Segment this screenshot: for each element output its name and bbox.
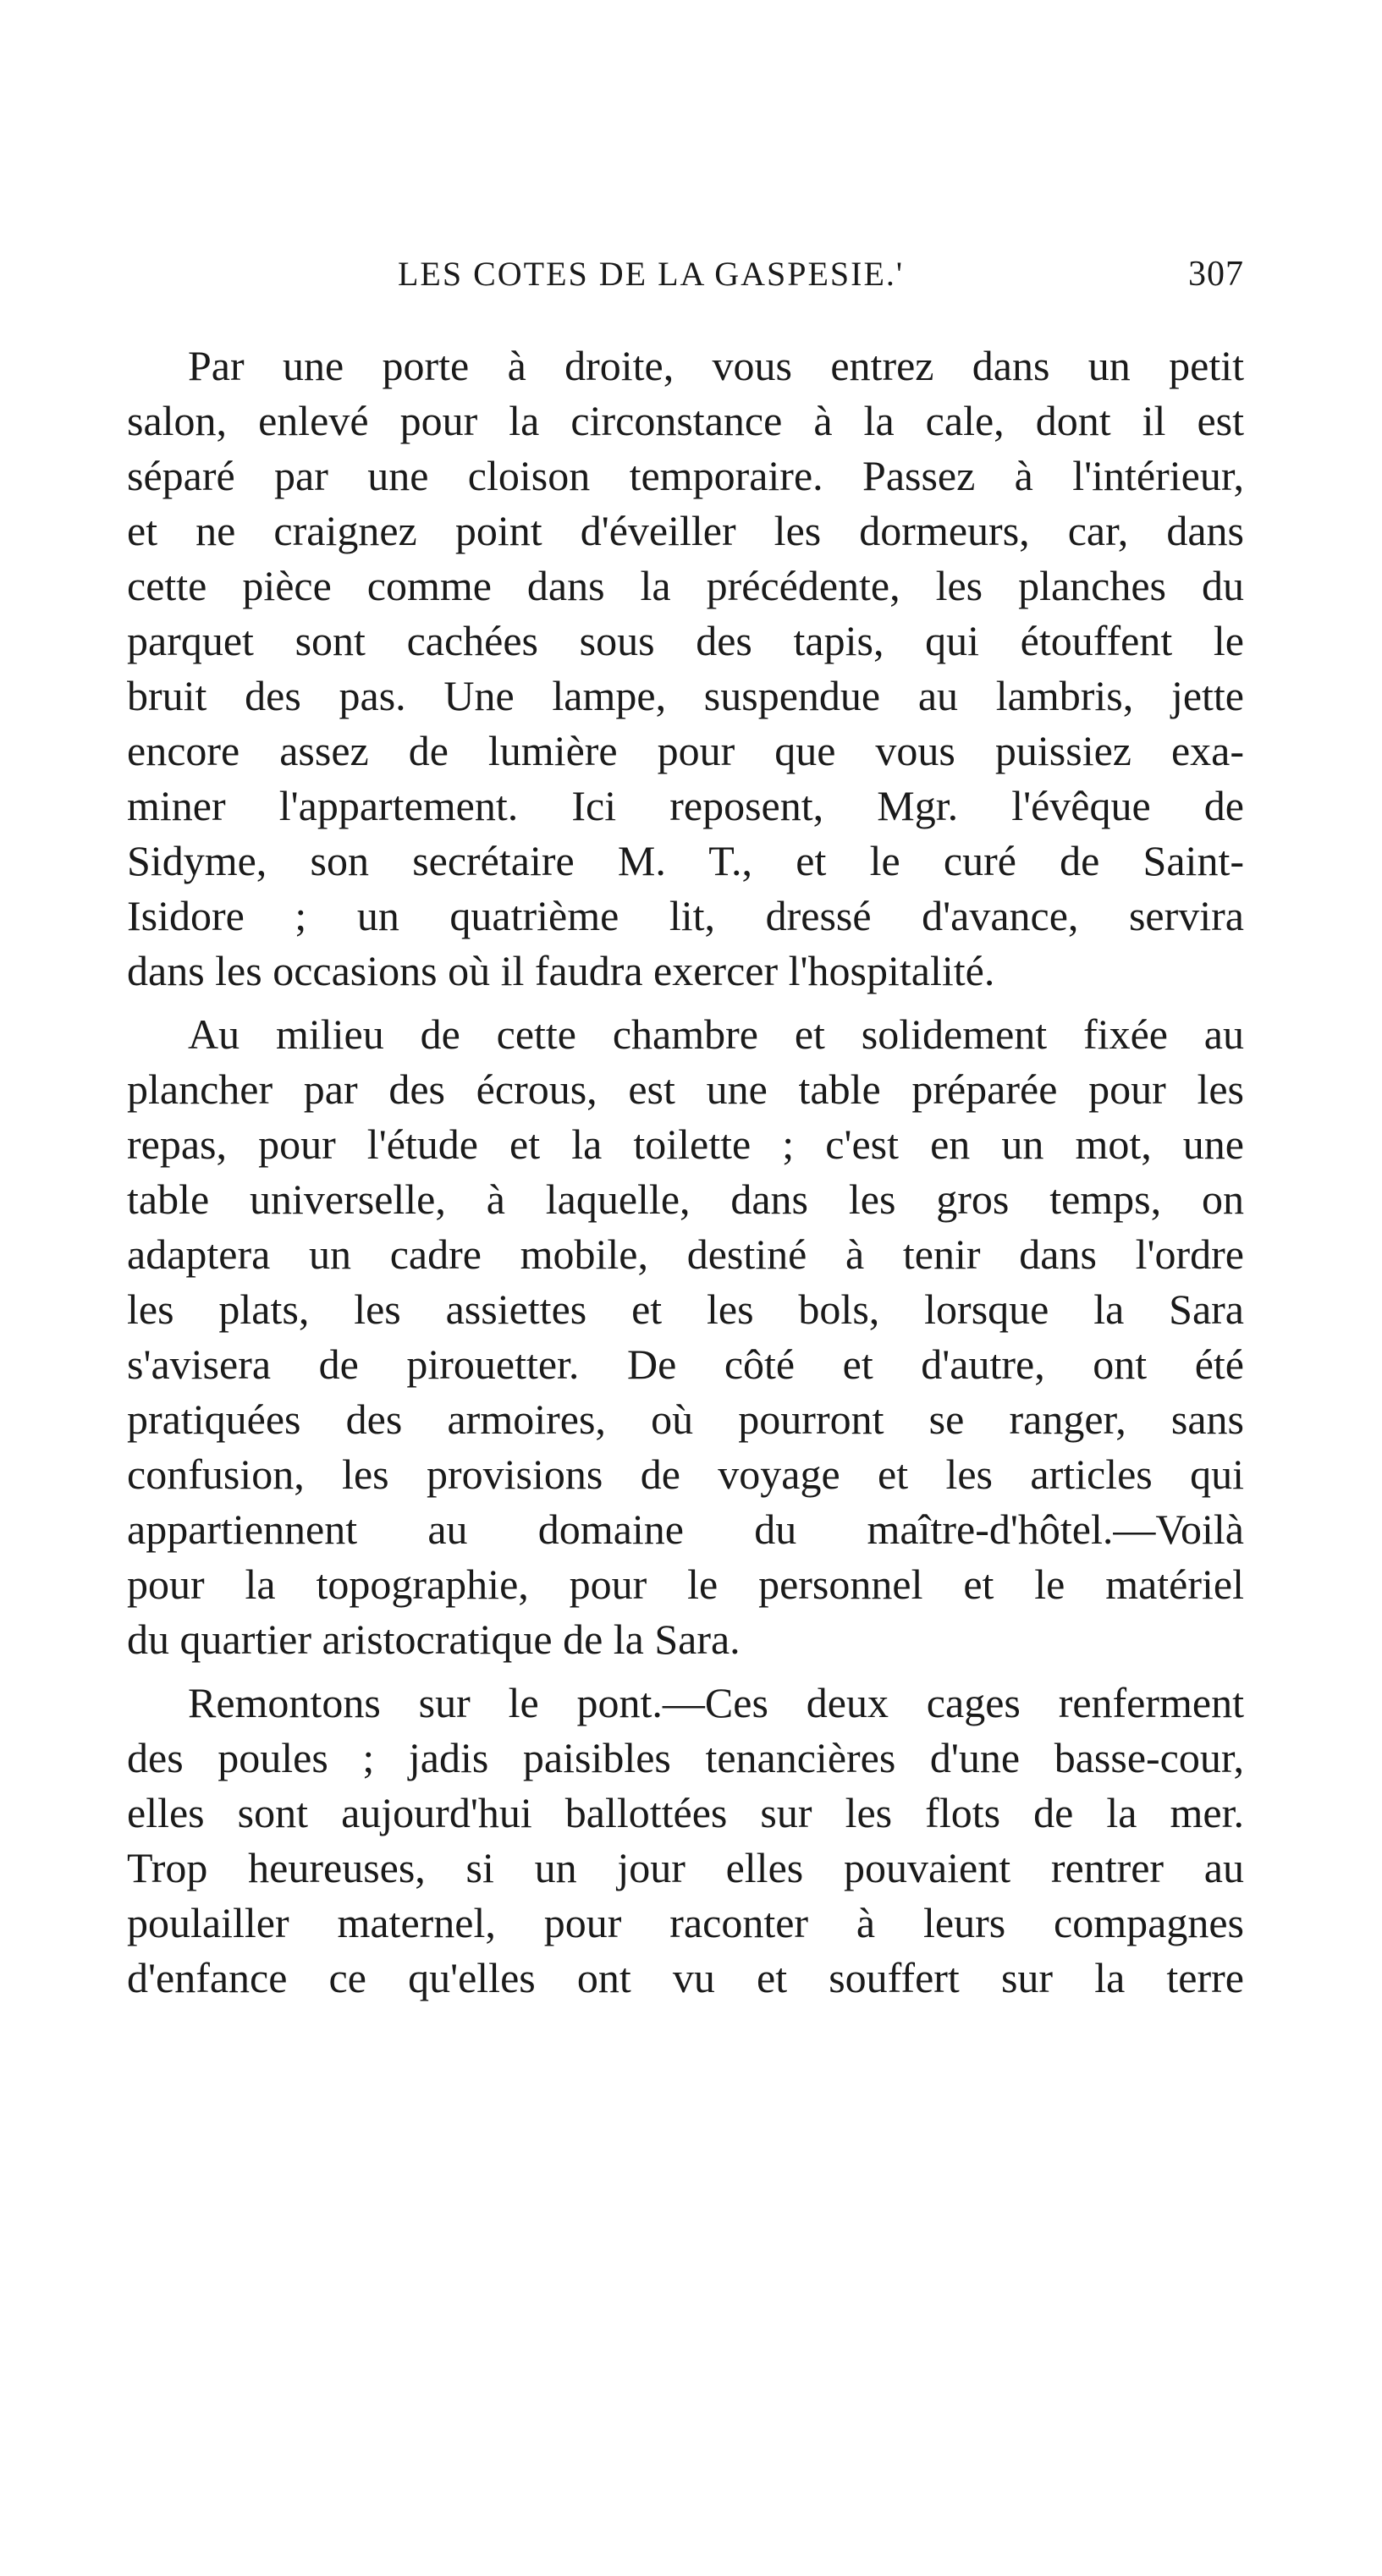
paragraph-2 [127, 1007, 1244, 1667]
text-line: d'enfance ce qu'elles ont vu et souffert sur la terre [127, 1954, 1244, 2001]
text-line: elles sont aujourd'hui ballottées sur les flots de la mer. [127, 1789, 1244, 1836]
text-line: Remontons sur le pont.—Ces deux cages renferment [188, 1679, 1244, 1726]
text-line: confusion, les provisions de voyage et les articles qui [127, 1450, 1244, 1498]
text-line: des poules ; jadis paisibles tenancières d'une basse-cour, [127, 1734, 1244, 1781]
text-line: poulailler maternel, pour raconter à leurs compagnes [127, 1899, 1244, 1946]
text-line: repas, pour l'étude et la toilette ; c'est en un mot, une [127, 1120, 1244, 1168]
text-line: les plats, les assiettes et les bols, lorsque la Sara [127, 1285, 1244, 1333]
running-head [127, 254, 1244, 305]
text-line: miner l'appartement. Ici reposent, Mgr. l'évêque de [127, 782, 1244, 829]
text-line: Sidyme, son secrétaire M. T., et le curé de Saint- [127, 837, 1244, 884]
text-line: séparé par une cloison temporaire. Passez à l'intérieur, [127, 452, 1244, 499]
body-text [127, 339, 1244, 2006]
running-title: LES COTES DE LA GASPESIE.' [398, 255, 905, 293]
text-line: du quartier aristocratique de la Sara. [127, 1616, 741, 1663]
text-line: table universelle, à laquelle, dans les gros temps, on [127, 1175, 1244, 1223]
text-line: pour la topographie, pour le personnel et le matériel [127, 1560, 1244, 1608]
paragraph-3 [127, 1676, 1244, 2006]
text-line: adaptera un cadre mobile, destiné à tenir dans l'ordre [127, 1230, 1244, 1278]
text-line: Isidore ; un quatrième lit, dressé d'avance, servira [127, 892, 1244, 939]
text-line: appartiennent au domaine du maître-d'hôtel.—Voilà [127, 1505, 1244, 1553]
text-line: et ne craignez point d'éveiller les dormeurs, car, dans [127, 507, 1244, 554]
paragraph-1 [127, 339, 1244, 999]
text-line: dans les occasions où il faudra exercer l'hospitalité. [127, 947, 995, 994]
text-line: encore assez de lumière pour que vous puissiez exa- [127, 727, 1244, 774]
text-line: s'avisera de pirouetter. De côté et d'autre, ont été [127, 1340, 1244, 1388]
text-line: Trop heureuses, si un jour elles pouvaient rentrer au [127, 1844, 1244, 1891]
text-line: Au milieu de cette chambre et solidement fixée au [188, 1010, 1244, 1058]
text-line: salon, enlevé pour la circonstance à la cale, dont il est [127, 397, 1244, 444]
text-line: Par une porte à droite, vous entrez dans un petit [188, 342, 1244, 389]
text-line: bruit des pas. Une lampe, suspendue au lambris, jette [127, 672, 1244, 719]
text-line: plancher par des écrous, est une table préparée pour les [127, 1065, 1244, 1113]
text-line: cette pièce comme dans la précédente, les planches du [127, 562, 1244, 609]
text-line: parquet sont cachées sous des tapis, qui étouffent le [127, 617, 1244, 664]
text-line: pratiquées des armoires, où pourront se ranger, sans [127, 1395, 1244, 1443]
page-number: 307 [1188, 255, 1244, 294]
